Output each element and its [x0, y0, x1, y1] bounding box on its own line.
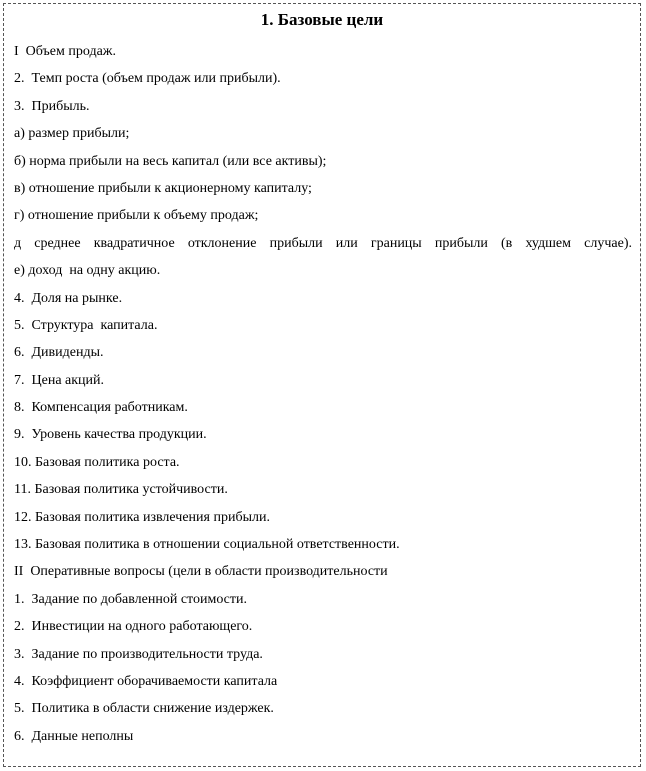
- goal-line: 3. Задание по производительности труда.: [14, 646, 263, 662]
- goal-line: II Оперативные вопросы (цели в области производительности: [14, 564, 388, 580]
- goal-line: е) доход на одну акцию.: [14, 263, 161, 279]
- goal-line: 2. Инвестиции на одного работающего.: [14, 619, 253, 635]
- goal-line: I Объем продаж.: [14, 44, 116, 59]
- goal-line: д среднее квадратичное отклонение прибыли или границы прибыли (в худшем случае).: [14, 235, 632, 251]
- goal-line: 6. Данные неполны: [14, 728, 134, 744]
- goal-line: а) размер прибыли;: [14, 126, 130, 142]
- goal-line: 6. Дивиденды.: [14, 345, 104, 361]
- goal-line: в) отношение прибыли к акционерному капиталу;: [14, 180, 312, 196]
- goal-line: 5. Структура капитала.: [14, 317, 158, 333]
- goal-line: 5. Политика в области снижение издержек.: [14, 701, 274, 717]
- goal-line: 7. Цена акций.: [14, 372, 105, 388]
- document-title: 1. Базовые цели: [260, 10, 384, 29]
- goal-line: 9. Уровень качества продукции.: [14, 427, 207, 443]
- goals-list: [14, 38, 632, 750]
- goal-line: 3. Прибыль.: [14, 98, 90, 114]
- document-frame: [3, 3, 641, 767]
- goal-line: 4. Коэффициент оборачиваемости капитала: [14, 673, 278, 689]
- goal-line: 10. Базовая политика роста.: [14, 454, 180, 470]
- goal-line: 1. Задание по добавленной стоимости.: [14, 591, 247, 607]
- goal-line: 8. Компенсация работникам.: [14, 400, 188, 416]
- goal-line: 11. Базовая политика устойчивости.: [14, 482, 228, 498]
- goal-line: 4. Доля на рынке.: [14, 290, 123, 306]
- goal-line: б) норма прибыли на весь капитал (или все активы);: [14, 153, 327, 169]
- goal-line: г) отношение прибыли к объему продаж;: [14, 208, 259, 224]
- goal-line: 13. Базовая политика в отношении социальной ответственности.: [14, 537, 400, 553]
- goal-line: 12. Базовая политика извлечения прибыли.: [14, 509, 270, 525]
- goal-line: 2. Темп роста (объем продаж или прибыли).: [14, 71, 281, 87]
